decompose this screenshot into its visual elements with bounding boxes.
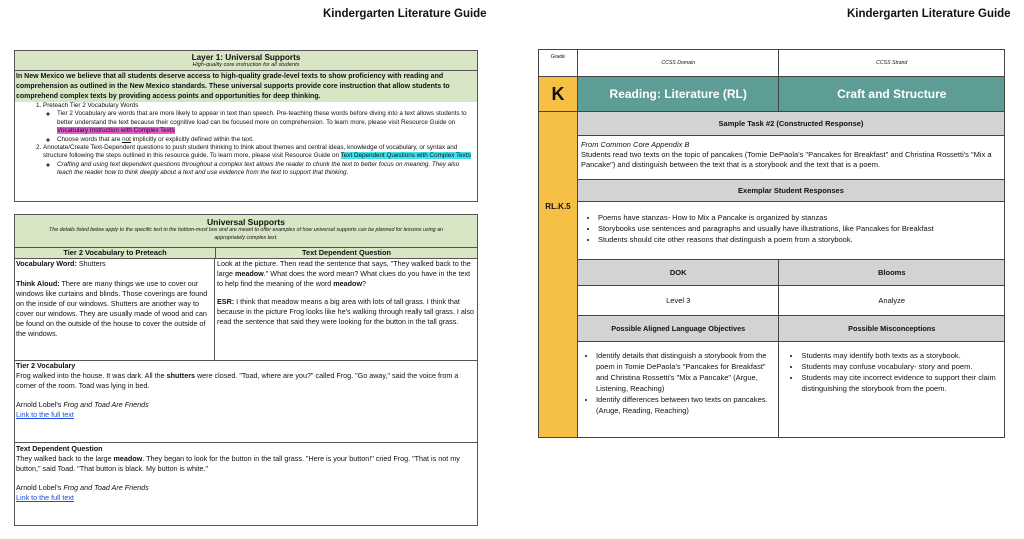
supports-columns	[15, 259, 477, 361]
list-item: • Students should cite other reasons that distinguish a poem from a storybook.	[598, 234, 1004, 245]
tier2-title: Tier 2 Vocabulary	[16, 361, 76, 370]
layer1-box	[14, 50, 478, 202]
tdq-question	[217, 259, 477, 289]
objectives-cell	[577, 342, 779, 438]
objectives-header: Possible Aligned Language Objectives	[577, 316, 779, 342]
left-page-title: Kindergarten Literature Guide	[323, 8, 487, 20]
table-row	[539, 50, 1005, 77]
layer1-heading: Layer 1: Universal Supports	[191, 53, 301, 62]
supports-box	[14, 214, 478, 526]
list-item: • Identify details that distinguish a storybook from the poem in Tomie DePaola's "Pancakes for Breakfast" and Christina Rossetti's "Mix a Pancake" (Argue, Listening, Reaching)	[596, 350, 776, 394]
table-row	[539, 202, 1005, 260]
supports-col-headers	[15, 248, 477, 259]
tdq2-section	[15, 443, 477, 503]
layer1-item-1	[43, 102, 473, 144]
layer1-list	[15, 102, 477, 178]
table-row	[539, 316, 1005, 342]
col1-header: Tier 2 Vocabulary to Preteach	[15, 248, 216, 258]
item1-bullet-2-post: implicitly or explicitly defined within the text.	[130, 135, 254, 143]
domain-label: CCSS Domain	[577, 50, 779, 77]
item1-bullet-1	[57, 110, 473, 135]
esr-label: ESR:	[217, 297, 235, 306]
sample-task-header: Sample Task #2 (Constructed Response)	[577, 112, 1004, 136]
full-text-link-1[interactable]: Link to the full text	[16, 410, 74, 419]
strand-value: Craft and Structure	[779, 77, 1005, 112]
vocab-label: Vocabulary Word:	[16, 259, 77, 268]
blooms-header: Blooms	[779, 260, 1005, 286]
source-author: Arnold Lobel's	[16, 400, 64, 409]
item2-bullet-1: ◦ Crafting and using text dependent questions throughout a complex text allows the reader to chunk the text to better focus on meaning. They also teach the reader how to think deeply about a text and use evidence from the text to support that thinking.	[57, 161, 473, 178]
task-text: Students read two texts on the topic of pancakes (Tomie DePaola's "Pancakes for Breakfast" and Christina Rossetti's "Mix a Pancake") and distinguish between the text that is a storybook and the text that is a poem.	[580, 150, 992, 169]
supports-heading: Universal Supports	[207, 217, 285, 227]
right-page-title: Kindergarten Literature Guide	[847, 8, 1011, 20]
list-item: • Storybooks use sentences and paragraphs and usually have illustrations, like Pancakes for Breakfast	[598, 223, 1004, 234]
tdq2-word: meadow	[113, 454, 143, 463]
vocab-cell	[15, 259, 215, 360]
full-text-link-2[interactable]: Link to the full text	[16, 493, 74, 502]
item1-bullet-2	[57, 136, 473, 144]
grade-value: K	[539, 77, 578, 112]
domain-value: Reading: Literature (RL)	[577, 77, 779, 112]
tier2-word: shutters	[166, 371, 195, 380]
tdq-end: ?	[362, 279, 367, 288]
exemplar-header: Exemplar Student Responses	[577, 180, 1004, 202]
tdq-pre: Look at the picture. Then read the sentence that says, "They walked back to the large	[217, 259, 471, 278]
tdq-mid: ." What does the word mean? What clues do you have in the text to help find the meaning of the word	[217, 269, 471, 288]
table-row	[539, 77, 1005, 112]
vocab-word-line	[16, 259, 214, 269]
tier2-pre: Frog walked into the house. It was dark. All the	[16, 371, 167, 380]
source-title: Frog and Toad Are Friends	[63, 400, 149, 409]
standard-code: RL.K.5	[539, 112, 578, 438]
misconceptions-cell	[779, 342, 1005, 438]
tdq2-pre: They walked back to the large	[16, 454, 114, 463]
source2-author: Arnold Lobel's	[16, 483, 64, 492]
item1-bullet-1-text: Tier 2 Vocabulary are words that are more likely to appear in text than speech. Pre-teaching these words before diving into a text allows students to better understand the text because their cognitive load can be focused more on comprehension. To learn more, please visit Resource Guide on	[57, 110, 467, 126]
layer1-subheading: High-quality core instruction for all students	[192, 62, 300, 68]
table-row	[539, 342, 1005, 438]
tier2-source	[16, 400, 477, 410]
esr-answer	[217, 297, 477, 327]
tier2-post: were closed. "Toad, where are you?" called Frog. "Go away," said the voice from a corner of the room. Toad was lying in bed.	[16, 371, 459, 390]
appendix-source: From Common Core Appendix B	[580, 140, 690, 149]
spacer	[217, 289, 477, 297]
table-row	[539, 260, 1005, 286]
task-cell	[577, 136, 1004, 180]
tdq-word2: meadow	[333, 279, 363, 288]
grade-label: Grade	[539, 50, 578, 77]
spacer	[16, 269, 214, 279]
strand-label: CCSS Strand	[779, 50, 1005, 77]
table-row	[539, 112, 1005, 136]
think-text: There are many things we use to cover our windows like curtains and blinds. Those coverings are found on the inside of our windows. Shutters are another way to cover our windows. They are usually made of wood and can be found on the outside of the house to cover the outside of the windows.	[16, 279, 208, 338]
tdq-word1: meadow	[234, 269, 264, 278]
standards-table	[538, 49, 1005, 438]
tier2-section	[15, 361, 477, 443]
layer1-header	[15, 51, 477, 71]
item1-title: Preteach Tier 2 Vocabulary Words	[43, 102, 139, 109]
list-item: • Poems have stanzas- How to Mix a Pancake is organized by stanzas	[598, 212, 1004, 223]
exemplar-list	[578, 212, 1004, 245]
layer1-intro: In New Mexico we believe that all students deserve access to high-quality grade-level texts to show proficiency with reading and comprehension as outlined in the New Mexico standards. These universal supports provide core instruction that allow students to comprehend complex texts by providing access points and opportunities for deep thinking.	[15, 71, 477, 102]
list-item: • Students may confuse vocabulary- story and poem.	[801, 361, 1001, 372]
think-label: Think Aloud:	[16, 279, 60, 288]
list-item: • Students may identify both texts as a storybook.	[801, 350, 1001, 361]
blooms-value: Analyze	[779, 286, 1005, 316]
source2-title: Frog and Toad Are Friends	[63, 483, 149, 492]
item2-text: Annotate/Create Text-Dependent questions to push student thinking to think about themes and central ideas, knowledge of vocabulary, or syntax and structure following the steps outlined in this resource guide. To learn more, please visit Resource Guide on	[43, 144, 458, 160]
layer1-item-2	[43, 144, 473, 178]
supports-header	[15, 215, 477, 248]
exemplar-cell	[577, 202, 1004, 260]
esr-text: I think that meadow means a big area with lots of tall grass. I think that because in the picture Frog looks like he's walking through really tall grass. I also read the sentence that said they were looking for the button in the tall grass.	[217, 297, 475, 326]
tdq2-post: . They began to look for the button in the tall grass. "Here is your button!" cried Frog. "That is not my button," said Toad. "That button is black. My button is white."	[16, 454, 460, 473]
think-aloud	[16, 279, 214, 339]
tdq-cell	[215, 259, 477, 360]
tdq-complex-link[interactable]: Text Dependent Questions with Complex Texts	[340, 152, 471, 160]
item1-bullet-2-pre: Choose words that are	[57, 135, 123, 143]
vocab-instruction-link[interactable]: Vocabulary Instruction with Complex Texts	[57, 127, 175, 135]
tdq2-title: Text Dependent Question	[16, 444, 103, 453]
col2-header: Text Dependent Question	[302, 248, 391, 257]
objectives-list	[578, 350, 779, 416]
misconceptions-header: Possible Misconceptions	[779, 316, 1005, 342]
table-row	[539, 136, 1005, 180]
dok-header: DOK	[577, 260, 779, 286]
list-item: • Identify differences between two texts on pancakes. (Aruge, Reading, Reaching)	[596, 394, 776, 416]
tdq2-source	[16, 483, 477, 493]
spacer	[16, 474, 477, 483]
list-item: • Students may cite incorrect evidence to support their claim distinguishing the storybook from the poem.	[801, 372, 1001, 394]
vocab-word: Shutters	[76, 259, 106, 268]
supports-note: The details listed below apply to the specific text in the bottom-most box and are meant to offer examples of how universal supports can be planned for lessons using an appropriately complex text.	[49, 227, 443, 241]
misconceptions-list	[779, 350, 1004, 394]
tier2-passage	[16, 371, 477, 391]
table-row	[539, 180, 1005, 202]
table-row	[539, 286, 1005, 316]
dok-value: Level 3	[577, 286, 779, 316]
item1-bullet-2-not: not	[122, 135, 131, 143]
spacer	[16, 391, 477, 400]
tdq2-passage	[16, 454, 477, 474]
